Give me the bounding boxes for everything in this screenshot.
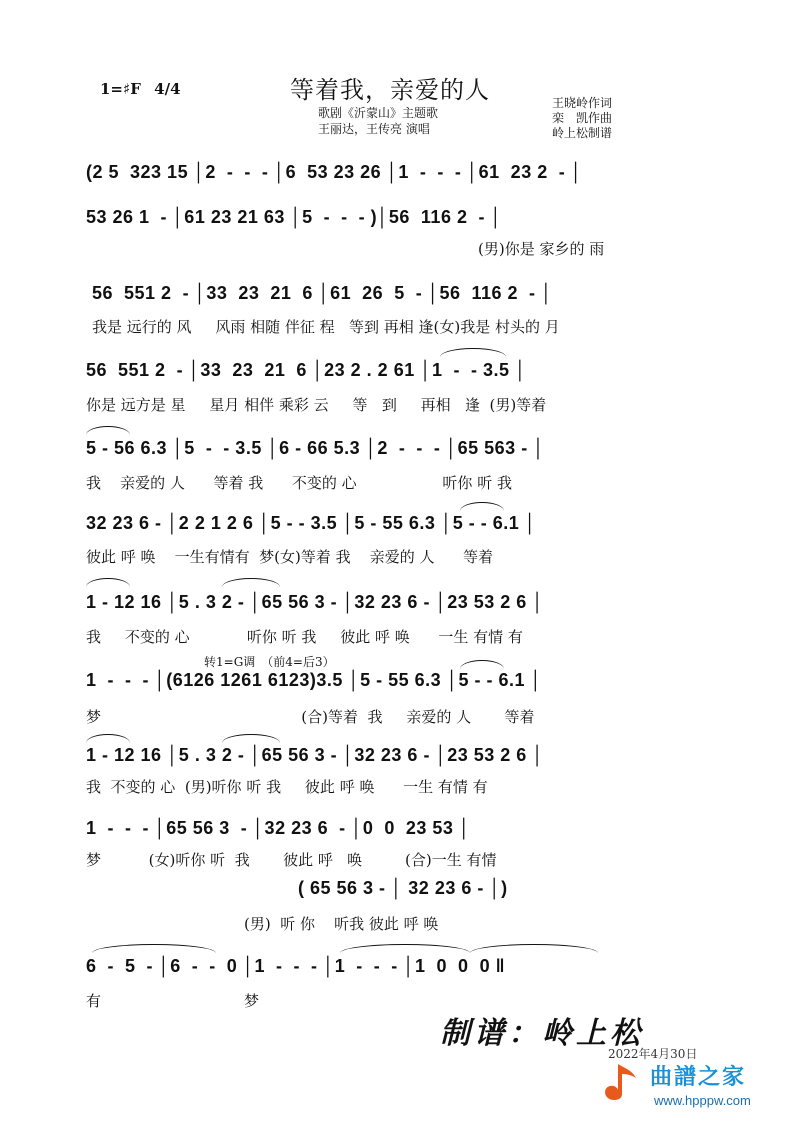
- slur-arc: [86, 578, 130, 587]
- score-row-5-lyrics: 我 亲爱的 人 等着 我 不变的 心 听你 听 我: [86, 474, 512, 492]
- tie-arc: [92, 944, 216, 953]
- song-title: 等着我，亲爱的人: [290, 76, 490, 104]
- score-row-6-notes: 32 23 6 - │2 2 1 2 6 │5 - - 3.5 │5 - 55 6.3 │5 - - 6.1 │: [86, 513, 537, 533]
- slur-arc: [222, 734, 280, 743]
- score-row-10-notes: 1 - - - │65 56 3 - │32 23 6 - │0 0 23 53 │: [86, 818, 471, 838]
- tie-arc: [470, 944, 598, 953]
- key-signature: [100, 80, 181, 98]
- date-stamp: 2022年4月30日: [608, 1047, 698, 1061]
- key-signature-text: 1=♯F: [100, 80, 141, 98]
- score-row-4-lyrics: 你是 远方是 星 星月 相伴 乘彩 云 等 到 再相 逢 (男)等着: [86, 396, 547, 414]
- score-row-3-lyrics: 我是 远行的 风 风雨 相随 伴征 程 等到 再相 逢(女)我是 村头的 月: [92, 318, 560, 336]
- score-row-6-lyrics: 彼此 呼 唤 一生有情有 梦(女)等着 我 亲爱的 人 等着: [86, 548, 494, 566]
- score-row-7-notes: 1 - 12 16 │5 . 3 2 - │65 56 3 - │32 23 6 - │23 53 2 6 │: [86, 592, 545, 612]
- site-logo-name: 曲譜之家: [650, 1065, 747, 1090]
- music-note-logo-icon: [600, 1058, 640, 1108]
- transcriber: 岭上松制谱: [552, 126, 613, 140]
- tie-arc: [340, 944, 470, 953]
- score-row-12-lyrics: 有 梦: [86, 992, 260, 1010]
- score-row-1-notes: (2 5 323 15 │2 - - - │6 53 23 26 │1 - - - │61 23 2 - │: [86, 162, 583, 182]
- score-row-8-lyrics: 梦 (合)等着 我 亲爱的 人 等着: [86, 708, 535, 726]
- slur-arc: [460, 660, 504, 669]
- score-row-2-lyrics: (男)你是 家乡的 雨: [478, 240, 605, 258]
- score-row-8-notes: 1 - - - │(6126 1261 6123)3.5 │5 - 55 6.3 │5 - - 6.1 │: [86, 670, 543, 690]
- slur-arc: [222, 578, 280, 587]
- score-row-3-notes: 56 551 2 - │33 23 21 6 │61 26 5 - │56 116 2 - │: [92, 283, 553, 303]
- time-signature: 4/4: [154, 80, 181, 98]
- score-row-9-notes: 1 - 12 16 │5 . 3 2 - │65 56 3 - │32 23 6 - │23 53 2 6 │: [86, 745, 545, 765]
- score-row-4-notes: 56 551 2 - │33 23 21 6 │23 2 . 2 61 │1 - - 3.5 │: [86, 360, 527, 380]
- score-row-2-notes: 53 26 1 - │61 23 21 63 │5 - - - )│56 116 2 - │: [86, 207, 503, 227]
- modulation-note: 转1=G调 （前4=后3）: [204, 655, 335, 669]
- lyricist: 王晓岭作词: [552, 96, 613, 110]
- score-row-5-notes: 5 - 56 6.3 │5 - - 3.5 │6 - 66 5.3 │2 - - - │65 563 - │: [86, 438, 545, 458]
- transcriber-signature: 制谱：岭上松: [440, 1016, 644, 1051]
- slur-arc: [86, 426, 130, 435]
- score-row-9-lyrics: 我 不变的 心 (男)听你 听 我 彼此 呼 唤 一生 有情 有: [86, 778, 488, 796]
- score-row-7-lyrics: 我 不变的 心 听你 听 我 彼此 呼 唤 一生 有情 有: [86, 628, 523, 646]
- slur-arc: [460, 502, 504, 511]
- subtitle: 歌剧《沂蒙山》主题歌: [318, 106, 439, 120]
- score-row-11-lyrics: (男) 听 你 听我 彼此 呼 唤: [244, 915, 439, 933]
- composer: 栾 凯作曲: [552, 111, 613, 125]
- site-url[interactable]: www.hpppw.com: [654, 1093, 751, 1108]
- score-row-11-notes: ( 65 56 3 - │ 32 23 6 - │): [298, 878, 508, 898]
- slur-arc: [440, 348, 506, 357]
- slur-arc: [86, 734, 130, 743]
- score-row-12-notes: 6 - 5 - │6 - - 0 │1 - - - │1 - - - │1 0 0 0 ‖: [86, 956, 506, 976]
- singers: 王丽达，王传亮 演唱: [318, 122, 430, 136]
- score-row-10-lyrics: 梦 (女)听你 听 我 彼此 呼 唤 (合)一生 有情: [86, 851, 497, 869]
